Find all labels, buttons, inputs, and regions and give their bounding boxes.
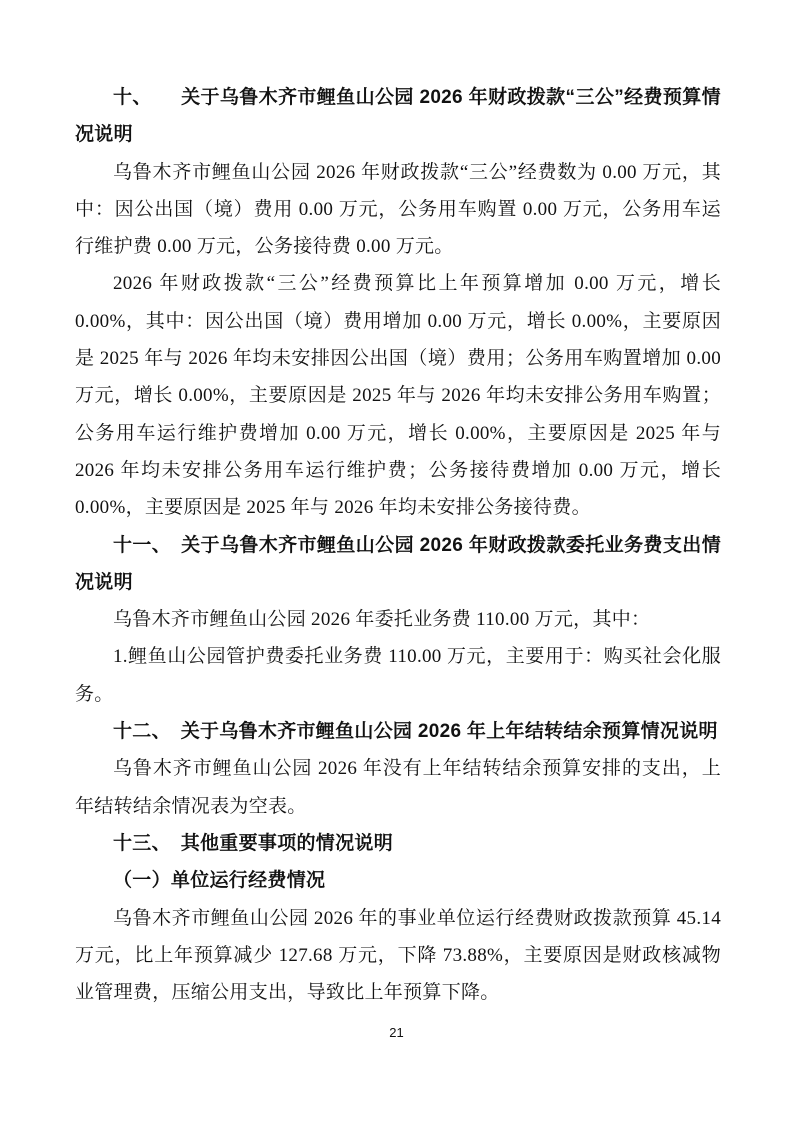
paragraph-carryover-balance: 乌鲁木齐市鲤鱼山公园 2026 年没有上年结转结余预算安排的支出，上年结转结余情况表为空表。 [75,758,721,817]
paragraph-three-public-total: 乌鲁木齐市鲤鱼山公园 2026 年财政拨款“三公”经费数为 0.00 万元，其中：因公出国（境）费用 0.00 万元，公务用车购置 0.00 万元，公务用车运行维护费 0.00 万元，公务接待费 0.00 万元。 [75,161,721,258]
paragraph-three-public-comparison: 2026 年财政拨款“三公”经费预算比上年预算增加 0.00 万元，增长 0.00%，其中：因公出国（境）费用增加 0.00 万元，增长 0.00%，主要原因是 2025 年与 2026 年均未安排因公出国（境）费用；公务用车购置增加 0.00 万元，增长 0.00%，主要原因是 2025 年与 2026 年均未安排公务用车购置；公务用车运行维护费增加 0.00 万元，增长 0.00%，主要原因是 2025 年与 2026 年均未安排公务用车运行维护费；公务接待费增加 0.00 万元，增长 0.00%，主要原因是 2025 年与 2026 年均未安排公务接待费。 [75,273,721,519]
page-number: 21 [389,1025,404,1040]
section-heading-11: 十一、 关于乌鲁木齐市鲤鱼山公园 2026 年财政拨款委托业务费支出情况说明 [75,534,721,593]
subsection-heading-operating-funds: （一）单位运行经费情况 [113,870,326,892]
document-body [75,79,721,1011]
section-heading-12: 十二、 关于乌鲁木齐市鲤鱼山公园 2026 年上年结转结余预算情况说明 [113,721,718,743]
paragraph-operating-funds-detail: 乌鲁木齐市鲤鱼山公园 2026 年的事业单位运行经费财政拨款预算 45.14 万元，比上年预算减少 127.68 万元，下降 73.88%，主要原因是财政核减物业管理费，压缩公用支出，导致比上年预算下降。 [75,907,721,1004]
paragraph-entrusted-business-total: 乌鲁木齐市鲤鱼山公园 2026 年委托业务费 110.00 万元，其中： [113,609,651,631]
section-heading-10: 十、 关于乌鲁木齐市鲤鱼山公园 2026 年财政拨款“三公”经费预算情况说明 [75,87,721,146]
section-heading-13: 十三、 其他重要事项的情况说明 [113,832,394,854]
paragraph-entrusted-business-item: 1.鲤鱼山公园管护费委托业务费 110.00 万元，主要用于：购买社会化服务。 [75,646,721,705]
